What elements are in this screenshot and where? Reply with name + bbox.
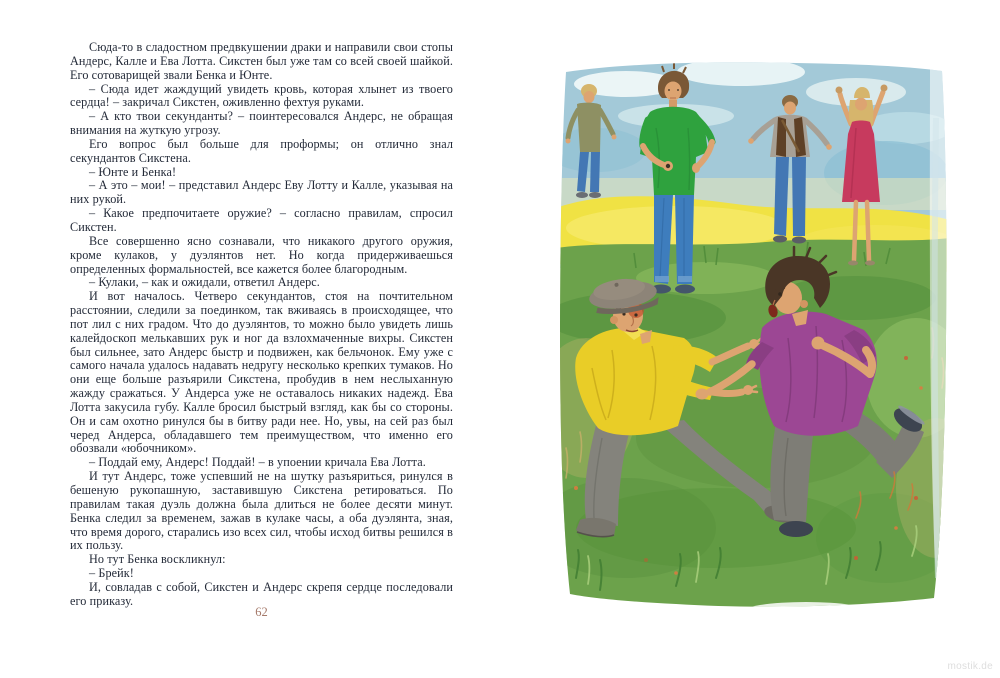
hand	[826, 144, 832, 150]
paragraph: – А это – мои! – представил Андерс Еву Лотту и Калле, указывая на них рукой.	[70, 178, 453, 207]
paragraph: – Какое предпочитаете оружие? – согласно правилам, спросил Сикстен.	[70, 206, 453, 234]
eye	[634, 313, 637, 316]
shoe	[779, 521, 813, 537]
paragraph: – Брейк!	[89, 566, 134, 581]
hand	[696, 389, 709, 400]
hand	[566, 139, 571, 144]
hand	[612, 135, 617, 140]
paragraph: – Поддай ему, Андерс! Поддай! – в упоении кричала Ева Лотта.	[89, 455, 426, 470]
shoe	[576, 192, 588, 198]
neck	[669, 100, 677, 107]
face	[855, 98, 867, 111]
leg	[854, 202, 856, 260]
watermark: mostik.de	[947, 661, 993, 672]
jeans-leg	[792, 157, 806, 236]
jeans-leg	[590, 152, 600, 192]
text-column	[70, 41, 453, 609]
paragraph: – Юнте и Бенка!	[89, 164, 177, 179]
illustration	[556, 58, 950, 612]
face	[784, 102, 796, 115]
paragraph: И тут Андерс, тоже успевший не на шутку разъяриться, ринулся в бешеную рукопашную, заставившую Сикстена ретироваться. По правилам такая дуэль должна была длиться не более десяти минут. Бенка следил за временем, зажав в кулаке часы, а оба дуэлянта, зная, что время дорого, старались изо всех сил, чтобы исход битвы решился в их пользу.	[70, 469, 453, 553]
foot	[865, 261, 875, 266]
face	[584, 91, 595, 103]
paragraph: Но тут Бенка воскликнул:	[89, 552, 226, 567]
paragraph: Сюда-то в сладостном предвкушении драки и направили свои стопы Андерс, Калле и Ева Лотта. Сикстен был уже там со всей своей шайкой. Его сотоварищей звали Бенка и Юнте.	[70, 40, 453, 82]
edge-wash-blue	[935, 118, 938, 578]
paragraph: И, совладав с собой, Сикстен и Андерс скрепя сердце последовали его приказу.	[70, 579, 453, 608]
fist	[812, 337, 825, 350]
edge-wash-bottom	[556, 600, 640, 612]
shoe	[675, 285, 695, 294]
watch	[666, 164, 670, 168]
shoe	[589, 192, 601, 198]
eye	[677, 89, 679, 91]
paragraph: – А кто твои секунданты? – поинтересовался Андерс, не обращая внимания на жуткую угрозу.	[70, 109, 453, 138]
fist	[881, 85, 888, 92]
hand-on-hip	[692, 163, 700, 173]
shirt	[577, 103, 601, 152]
shoe	[792, 237, 806, 244]
paragraph: – Кулаки, – как и ожидали, ответил Андерс.	[89, 275, 320, 290]
paragraph: Все совершенно ясно сознавали, что никакого другого оружия, кроме кулаков, у дуэлянтов нет. Но когда придерживаешься определенных формальностей, все кажется более благородным.	[70, 233, 453, 276]
brow	[775, 288, 785, 289]
ear	[800, 300, 808, 308]
foot	[848, 261, 858, 266]
page-number: 62	[255, 605, 268, 619]
leg	[867, 202, 869, 260]
eye	[778, 292, 782, 296]
paragraph: Его вопрос был больше для проформы; он отлично знал секундантов Сикстена.	[70, 136, 453, 165]
eye	[668, 89, 670, 91]
cloud	[677, 58, 805, 86]
hand	[748, 138, 754, 144]
shoe	[773, 236, 787, 243]
paragraph: И вот началось. Четверо секундантов, стоя на почтительном расстоянии, следили за поединком, так вживаясь в происходящее, что пот лил с них градом. Что до дуэлянтов, то можно было увидеть лишь калейдоскоп мелькавших рук и ног да взлохмаченные вихры. Сикстен был сильнее, зато Андерс быстр и подвижен, как бельчонок. Ему уже с самого начала удалось надавать недругу несколько крепких тумаков. Но они еще больше разъярили Сикстена, пробудив в нем неслыханную жажду сражаться. У Андерса уже не оставалось никаких надежд. Ева Лотта закусила губу. Калле бросил быстрый взгляд, как бы со стороны. Он и сам охотно ринулся бы в битву ради нее. Но, увы, на сей раз был черед Андерса, обладавшего тем преимуществом, что именно его обозвали «юбочником».	[70, 289, 453, 456]
illustration-svg	[556, 58, 950, 612]
jeans-cuff	[678, 276, 692, 282]
ear	[610, 316, 618, 324]
paragraph: – Сюда идет жаждущий увидеть кровь, которая хлынет из твоего сердца! – закричал Сикстен, оживленно фехтуя руками.	[70, 81, 453, 110]
jeans-cuff	[655, 276, 669, 282]
fist	[836, 87, 843, 94]
